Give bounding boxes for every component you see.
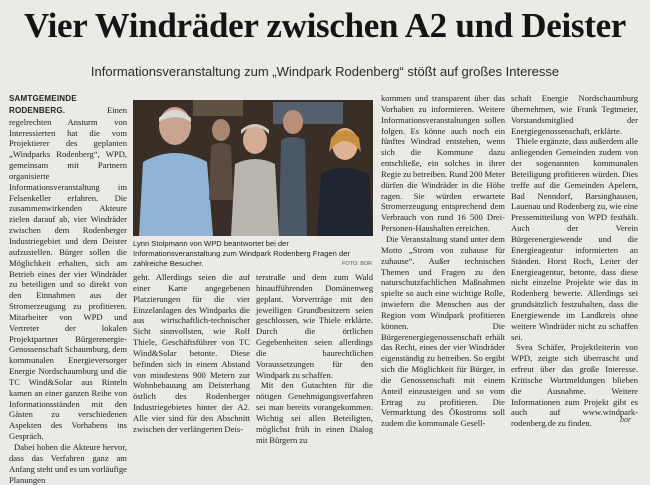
photo-credit: FOTO: BOR [342, 261, 373, 267]
col1-paragraph-2: Dabei hoben die Akteure hervor, dass das Verfahren ganz am Anfang steht und es um vorläufige Planungen [9, 442, 127, 485]
col3-paragraph-2: Mit den Gutachten für die nötigen Genehmigungsverfahren sei man bereits vorangekommen. Wichtig sei allen Beteiligten, möglichst früh in einen Dialog mit Bürgern zu [256, 380, 373, 445]
article-photo [133, 100, 373, 236]
headline: Vier Windräder zwischen A2 und Deister [23, 6, 627, 45]
subheadline: Informationsveranstaltung zum „Windpark Rodenberg“ stößt auf großes Interesse [90, 64, 560, 79]
article-column-1 [9, 93, 127, 485]
article-column-5 [511, 93, 638, 429]
photo-illustration [133, 100, 373, 236]
col1-text-1: Einen regelrechten Ansturm von Interessierten hat die vom Projektierer des geplanten „Windparks Rodenberg“, WPD, gemeinsam mit Partnern organisierte Informationsveranstaltung im Felsenkeller erfahren. Die zusammenwirkenden Akteure zielen darauf ab, vier Windräder zwischen dem Rodenberger Industriegebiet und dem Deister aufzustellen. Bürger sollen die Möglichkeit erhalten, sich am Betrieb eines der vier Windräder zu beteiligen und so direkt von den Einnahmen aus der Stromerzeugung zu profitieren. Mitarbeiter von WPD und Vertreter der lokalen Projektpartner Bürgerenergie-Genossenschaft Schaumburg, dem kommunalen Energieversorger Energie Nordschaumburg und die TC Wind&Solar aus Rinteln kamen an einer ganzen Reihe von Informationsständen mit den Gästen zu verschiedenen Aspekten des Vorhabens ins Gespräch. [9, 104, 127, 442]
dateline: SAMTGEMEINDE RODENBERG. [9, 94, 77, 115]
article-column-2 [133, 272, 250, 435]
col5-paragraph-1: schaft Energie Nordschaumburg übernehmen, wie Frank Tegtmeier, Vorstandsmitglied der Energiegenossenschaft, erklärte. [511, 93, 638, 136]
article-column-3 [256, 272, 373, 446]
col1-paragraph-1 [9, 93, 127, 442]
col4-paragraph-1: kommen und transparent über das Vorhaben zu informieren. Weitere Informationsveranstaltungen sollen folgen. Es könne auch noch ein fünftes Windrad entstehen, wenn sich die Kommune dazu entschließe, ein solches in ihrer Regie zu betreiben. Rund 200 Meter dürfen die Windräder in die Höhe ragen. Sie würden erwartete Stromerzeugung entsprechend dem Verbrauch von rund 16 500 Drei-Personen-Haushalten erreichen. [381, 93, 505, 234]
col4-paragraph-2: Die Veranstaltung stand unter dem Motto „Strom von zuhause für zuhause“. Außer technischen Themen und Fragen zu den naturschutzfachlichen Maßnahmen spielte so auch eine wichtige Rolle, inwiefern die Menschen aus der Region vom Windpark profitieren können. Die Bürgerenergiegenossenschaft erhält das Recht, eines der vier Windräder eigenständig zu betreiben. So ergibt sich die Möglichkeit für Bürger, in die Genossenschaft mit einem Anteil einzusteigen und so vom Ertrag zu profitieren. Die Vermarktung des Ökostroms soll zudem die kommunale Gesell- [381, 233, 505, 429]
col3-paragraph-1: terstraße und dem zum Wald hinaufführenden Domänenweg geplant. Vorverträge mit den jeweiligen Grundbesitzern seien geschlossen, wie Thiele erklärte. Durch die örtlichen Gegebenheiten seien allerdings die baurechtlichen Voraussetzungen für den Windpark zu schaffen. [256, 272, 373, 380]
col5-paragraph-2: Thiele ergänzte, dass außerdem alle anliegenden Gemeinden zudem von der sogenannten kommunalen Beteiligung profitieren würden. Dies treffe auf die Gemeinden Apelern, Bad Nenndorf, Barsinghausen, Lauenau und Rodenberg zu, wie eine Pressemitteilung von WPD festhält. Auch der Verein Bürgerenergiewende und die Energieagentur informierten an Ständen. Horst Roch, Leiter der Energieagentur, betonte, dass diese nicht einzelne Projekte wie das in Rodenberg bewerte. Allerdings sei grundsätzlich festzuhalten, dass die Energiewende im Landkreis ohne weitere Windräder nicht zu schaffen sei. [511, 136, 638, 342]
photo-caption: Lynn Stolpmann von WPD beantwortet bei der Informationsveranstaltung zum Windpark Rodenberg Fragen der zahlreiche Besucher. [133, 239, 350, 268]
article-column-4 [381, 93, 505, 429]
col2-paragraph-1: geht. Allerdings seien die auf einer Karte angegebenen Platzierungen für die vier Einzelanlagen des Windparks die aus wirtschaftlich-technischer Sicht sinnvollsten, wie Rolf Thiele, Geschäftsführer von TC Wind&Solar betonte. Diese befinden sich in einem Abstand von mindestens 900 Metern zur Wohnbebauung am Deisterhang östlich des Rodenberger Industriegebietes hinter der A2. Alle vier sind für den Abschnitt zwischen der verlängerten Deis- [133, 272, 250, 434]
col5-paragraph-3: Svea Schäfer, Projektleiterin von WPD, zeigte sich überrascht und erfreut über das große Interesse. Kritische Wortmeldungen blieben die Ausnahme. Weitere Informationen zum Projekt gibt es auch auf www.windpark-rodenberg.de zu finden. [511, 342, 638, 429]
author-signature: bor [620, 415, 632, 424]
